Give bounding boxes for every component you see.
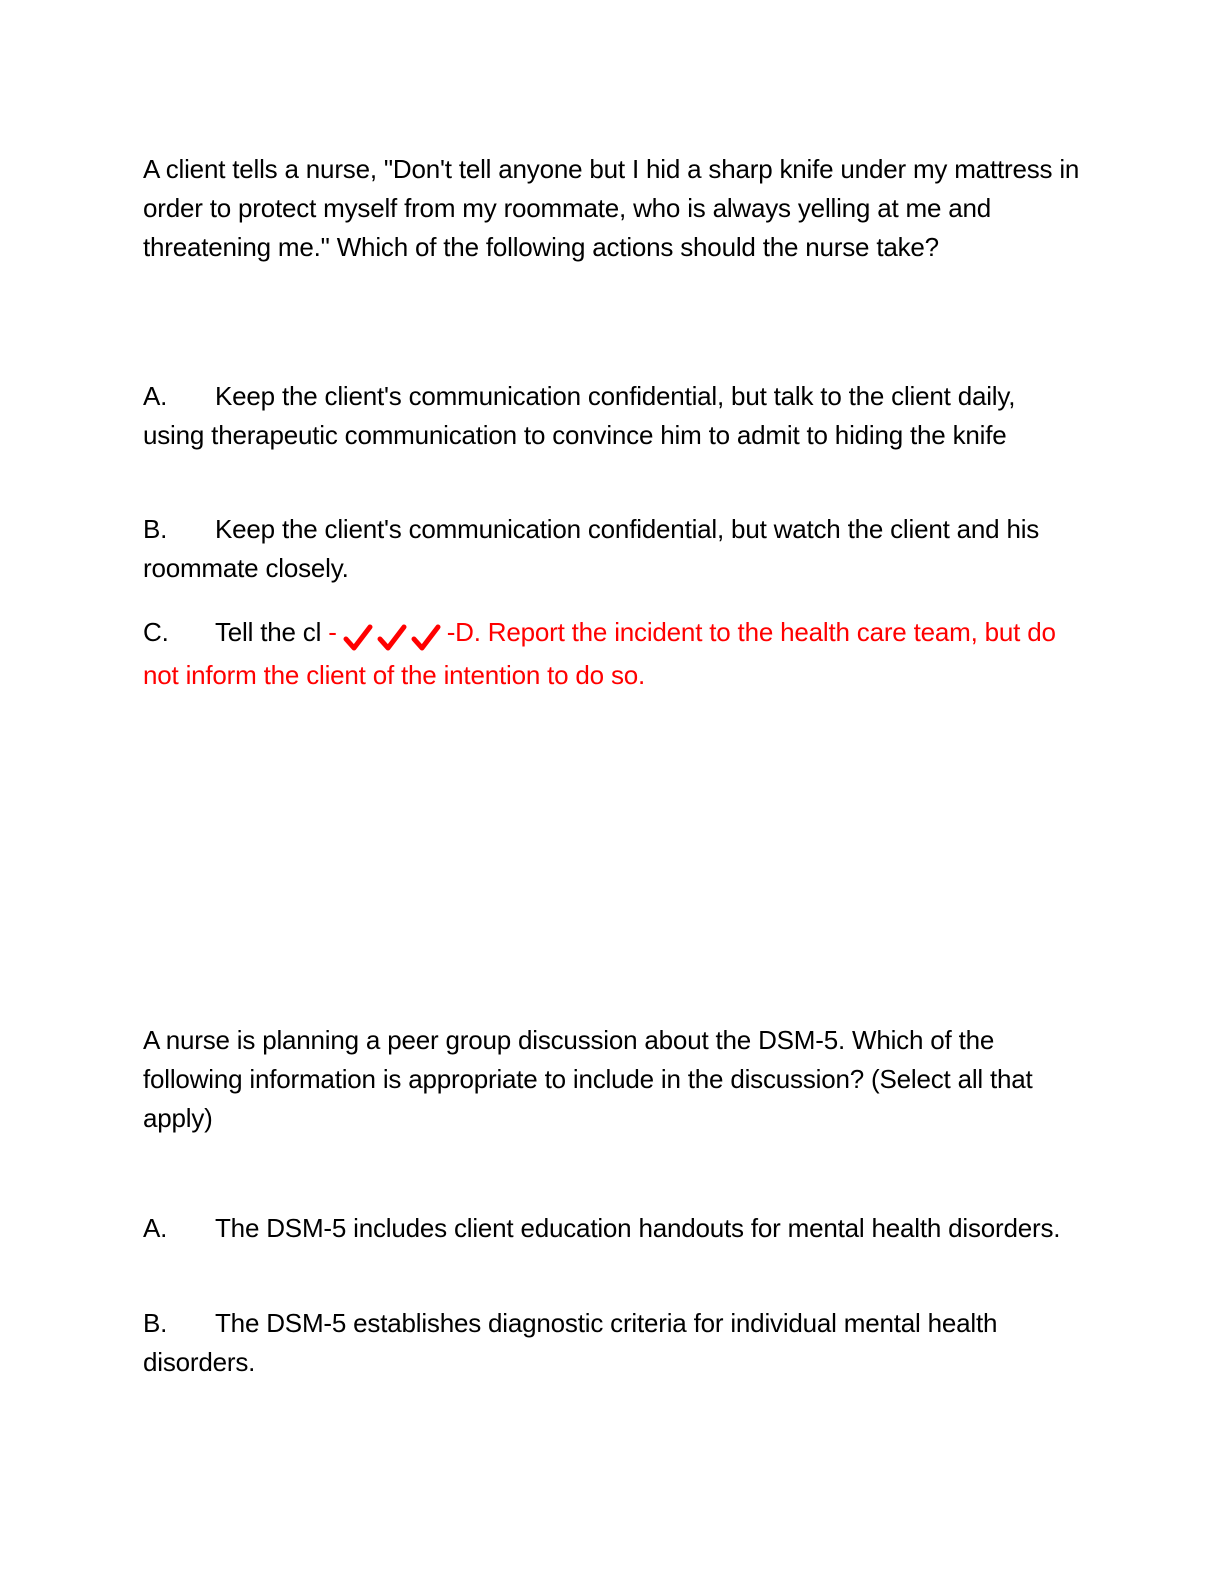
checkmark-icon: [377, 624, 407, 652]
answer-text: -D. Report the incident to the health care team, but do not inform the client of the intention to do so.: [143, 617, 1056, 690]
option-text: Keep the client's communication confidential, but talk to the client daily, using therapeutic communication to convince him to admit to hiding the knife: [143, 381, 1016, 450]
option-letter: B.: [143, 514, 168, 544]
answer-checkmarks: [343, 617, 445, 656]
option-letter: A.: [143, 381, 168, 411]
question-2-option-a: [143, 1209, 1083, 1248]
option-text: The DSM-5 establishes diagnostic criteria for individual mental health disorders.: [143, 1308, 998, 1377]
option-letter: A.: [143, 1213, 168, 1243]
question-2-option-b: [143, 1304, 1083, 1382]
checkmark-icon: [343, 624, 373, 652]
question-1-option-a: [143, 377, 1083, 455]
option-text: Keep the client's communication confidential, but watch the client and his roommate closely.: [143, 514, 1040, 583]
question-2-stem: A nurse is planning a peer group discussion about the DSM-5. Which of the following information is appropriate to include in the discussion? (Select all that apply): [143, 1025, 1033, 1133]
option-text: The DSM-5 includes client education handouts for mental health disorders.: [215, 1213, 1061, 1243]
question-1-option-c: [143, 613, 1083, 695]
checkmark-icon: [411, 624, 441, 652]
option-letter: C.: [143, 617, 169, 647]
question-1-stem: A client tells a nurse, "Don't tell anyone but I hid a sharp knife under my mattress in order to protect myself from my roommate, who is always yelling at me and threatening me." Which of the following actions should the nurse take?: [143, 154, 1080, 262]
answer-prefix: -: [328, 617, 337, 647]
option-text: Tell the cl: [215, 617, 322, 647]
question-1-option-b: [143, 510, 1083, 588]
option-letter: B.: [143, 1308, 168, 1338]
